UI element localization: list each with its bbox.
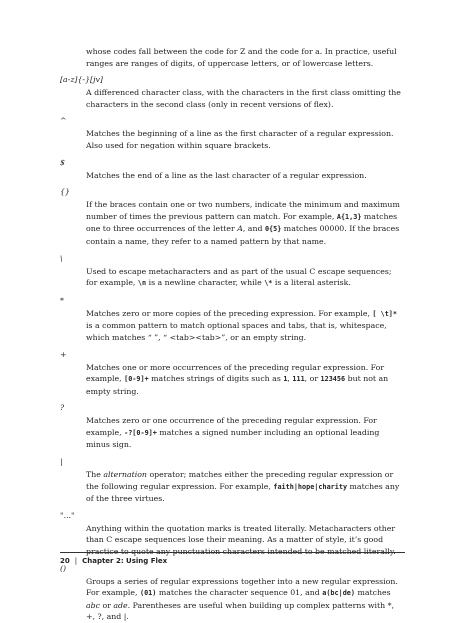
- emphasis-text: abc: [86, 600, 101, 610]
- body-text: or: [100, 600, 114, 610]
- body-text: matches one to three occurrences of the letter: [86, 211, 398, 234]
- body-text: Anything within the quotation marks is treated literally. Metacharacters other than C escape sequences lose their meaning. As a matter of style, it’s good practice to quote any punctuation characters intended to be matched literally.: [86, 523, 396, 557]
- body-text: If the braces contain one or two numbers, indicate the minimum and maximum number of times the previous pattern can match. For example,: [86, 200, 400, 221]
- emphasis-text: ade: [113, 600, 128, 610]
- code-literal: a(bc|de): [322, 589, 355, 598]
- definition-term: [a-z]{-}[jv]: [60, 75, 103, 85]
- code-literal: faith|hope|charity: [273, 482, 348, 491]
- definition-description: [86, 266, 405, 290]
- page-content: [60, 46, 405, 623]
- body-text: is a newline character, while: [146, 278, 265, 288]
- definition-description: [86, 308, 405, 344]
- body-text: Groups a series of regular expressions together into a new regular expression. For example,: [86, 576, 398, 598]
- footer-separator: |: [74, 557, 78, 565]
- body-text: Used to escape metacharacters and as part of the usual C escape sequences; for example,: [86, 266, 392, 288]
- definition-term: *: [60, 295, 64, 305]
- definition-term: (): [60, 563, 67, 573]
- definition-term: $: [60, 157, 65, 167]
- code-literal: \*: [264, 279, 273, 288]
- body-text: Matches the beginning of a line as the first character of a regular expression. Also used for negation within square brackets.: [86, 129, 394, 150]
- definition-term: ?: [60, 403, 65, 413]
- definition-description: [86, 469, 405, 505]
- definition-term: "...": [60, 510, 75, 520]
- page-footer: [60, 552, 405, 567]
- body-text: A differenced character class, with the characters in the first class omitting the characters in the second class (only in recent versions of flex).: [86, 88, 401, 109]
- definition-description: [86, 128, 405, 151]
- code-literal: A{1,3}: [336, 212, 362, 221]
- definition-list: [60, 74, 405, 623]
- emphasis-text: alternation: [103, 470, 147, 480]
- code-literal: [ \t]*: [372, 309, 397, 318]
- body-text: Matches zero or more copies of the preceding expression. For example,: [86, 308, 373, 318]
- page-number: 20: [60, 557, 70, 565]
- code-literal: (01): [140, 589, 157, 598]
- body-text: matches a signed number including an optional leading minus sign.: [86, 427, 380, 450]
- code-literal: 1: [283, 375, 288, 384]
- definition-term: +: [60, 349, 67, 359]
- body-text: Matches zero or one occurrence of the preceding regular expression. For example,: [86, 416, 377, 437]
- body-text: operator; matches either the preceding regular expression or the following regular expression. For example,: [86, 470, 394, 491]
- code-literal: [0-9]+: [124, 375, 149, 384]
- body-text: but not an empty string.: [86, 374, 389, 396]
- definition-description: [86, 415, 405, 451]
- code-literal: -?[0-9]+: [124, 428, 157, 437]
- intro-paragraph: whose codes fall between the code for Z and the code for a. In practice, useful ranges are ranges of digits, of uppercase letters, or of lowercase letters.: [86, 47, 397, 68]
- body-text: matches 00000. If the braces contain a name, they refer to a named pattern by that name.: [86, 224, 400, 246]
- body-text: is a literal asterisk.: [272, 278, 351, 288]
- body-text: ,: [287, 374, 293, 384]
- definition-term: |: [60, 457, 63, 467]
- body-text: matches the character sequence 01, and: [156, 588, 323, 598]
- body-text: Matches the end of a line as the last character of a regular expression.: [86, 170, 367, 180]
- definition-description: [86, 170, 405, 182]
- body-text: matches any of the three virtues.: [86, 481, 400, 504]
- definition-term: ^: [60, 116, 67, 126]
- definition-term: {}: [60, 187, 70, 197]
- code-literal: \n: [137, 279, 147, 288]
- definition-description: [86, 576, 405, 623]
- code-literal: 111: [292, 375, 305, 384]
- code-literal: 123456: [320, 375, 346, 384]
- body-text: . Parentheses are useful when building up complex patterns with *, +, ?, and |.: [86, 600, 395, 622]
- body-text: The: [86, 470, 104, 480]
- code-literal: 0{5}: [264, 225, 282, 234]
- body-text: , and: [242, 224, 265, 234]
- body-text: matches: [354, 588, 391, 598]
- body-text: matches strings of digits such as: [148, 374, 284, 384]
- body-text: , or: [304, 374, 321, 384]
- body-text: is a common pattern to match optional spaces and tabs, that is, whitespace, which matches “ ”, “ <tab><tab>”, or an empty string.: [86, 321, 387, 342]
- definition-description: [86, 199, 405, 247]
- chapter-title: Chapter 2: Using Flex: [82, 557, 168, 565]
- definition-term: \: [60, 253, 63, 263]
- emphasis-text: A: [237, 224, 243, 234]
- body-text: Matches one or more occurrences of the preceding regular expression. For example,: [86, 362, 385, 384]
- definition-description: [86, 362, 405, 398]
- definition-description: [86, 87, 405, 110]
